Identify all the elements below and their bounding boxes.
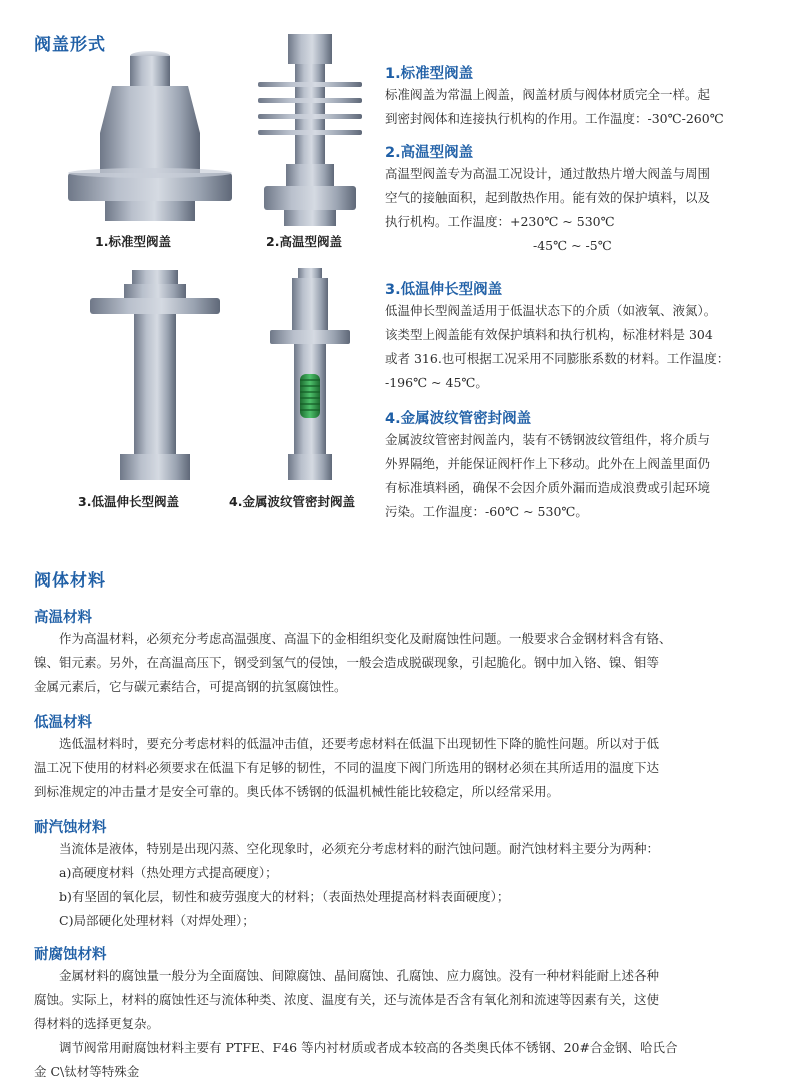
material-line: a)高硬度材料（热处理方式提高硬度）； <box>59 865 278 880</box>
material-line: 作为高温材料，必须充分考虑高温强度、高温下的金相组织变化及耐腐蚀性问题。一般要求合金钢材料含有铬、 <box>59 631 672 646</box>
material-line: 选低温材料时，要充分考虑材料的低温冲击值，还要考虑材料在低温下出现韧性下降的脆性问题。所以对于低 <box>59 736 660 751</box>
material-heading: 耐腐蚀材料 <box>34 947 107 963</box>
material-line: 金 C\钛材等特殊金 <box>34 1064 140 1079</box>
material-line: 温工况下使用的材料必须要求在低温下有足够的韧性，不同的温度下阀门所选用的钢材必须在其所适用的温度下达 <box>34 760 660 775</box>
bonnet-item-line: 低温伸长型阀盖适用于低温状态下的介质（如液氧、液氮）。 <box>385 303 717 318</box>
material-line: 当流体是液体，特别是出现闪蒸、空化现象时，必须充分考虑材料的耐汽蚀问题。耐汽蚀材料主要分为两种： <box>59 841 660 856</box>
bonnet-item-heading: 3.低温伸长型阀盖 <box>385 282 503 298</box>
bonnet-item-line: 有标准填料函，确保不会因介质外漏而造成浪费或引起环境 <box>385 480 711 495</box>
material-block-cavitation <box>34 816 774 933</box>
material-section-title: 阀体材料 <box>34 571 106 591</box>
bonnet-item-high-temp <box>385 141 775 258</box>
bonnet-item-line: 到密封阀体和连接执行机构的作用。工作温度：-30℃-260℃ <box>385 111 724 126</box>
bonnet-item-low-temp <box>385 278 775 395</box>
material-heading: 耐汽蚀材料 <box>34 820 107 836</box>
bonnet-item-standard <box>385 62 775 131</box>
material-line: 镍、钼元素。另外，在高温高压下，钢受到氢气的侵蚀，一般会造成脱碳现象，引起脆化。钢中加入铬、镍、钼等 <box>34 655 660 670</box>
bonnet-item-heading: 2.高温型阀盖 <box>385 145 474 161</box>
figure-caption-2: 2.高温型阀盖 <box>266 234 342 249</box>
bonnet-section-title: 阀盖形式 <box>34 35 106 55</box>
bonnet-item-heading: 1.标准型阀盖 <box>385 66 474 82</box>
bonnet-item-bellows <box>385 407 775 524</box>
bonnet-item-line: 空气的接触面积，起到散热作用。能有效的保护填料，以及 <box>385 190 711 205</box>
standard-bonnet-figure <box>60 38 240 228</box>
figure-caption-4: 4.金属波纹管密封阀盖 <box>229 494 355 509</box>
figure-caption-3: 3.低温伸长型阀盖 <box>78 494 179 509</box>
material-heading: 高温材料 <box>34 610 92 626</box>
bonnet-item-heading: 4.金属波纹管密封阀盖 <box>385 411 532 427</box>
material-line: 腐蚀。实际上，材料的腐蚀性还与流体种类、浓度、温度有关，还与流体是否含有氧化剂和流速等因素有关，这使 <box>34 992 660 1007</box>
figure-caption-1: 1.标准型阀盖 <box>95 234 171 249</box>
material-line: 得材料的选择更复杂。 <box>34 1016 160 1031</box>
bellows-bonnet-figure <box>260 266 360 486</box>
low-temp-bonnet-figure <box>80 266 230 486</box>
material-blocks <box>34 606 774 1084</box>
bonnet-item-line: 外界隔绝，并能保证阀杆作上下移动。此外在上阀盖里面仍 <box>385 456 711 471</box>
bonnet-item-line: 金属波纹管密封阀盖内，装有不锈钢波纹管组件，将介质与 <box>385 432 711 447</box>
bonnet-item-line: 执行机构。工作温度：+230℃ ~ 530℃ <box>385 214 615 229</box>
bonnet-item-line: 高温型阀盖专为高温工况设计，通过散热片增大阀盖与周围 <box>385 166 711 181</box>
material-line: 金属元素后，它与碳元素结合，可提高钢的抗氢腐蚀性。 <box>34 679 347 694</box>
material-block-corrosion <box>34 943 774 1084</box>
material-heading: 低温材料 <box>34 715 92 731</box>
bonnet-item-line: 或者 316.也可根据工况采用不同膨胀系数的材料。工作温度： <box>385 351 730 366</box>
bonnet-item-line: -45℃ ~ -5℃ <box>533 238 612 253</box>
bonnet-item-line: -196℃ ~ 45℃。 <box>385 375 488 390</box>
bonnet-item-line: 污染。工作温度：-60℃ ~ 530℃。 <box>385 504 588 519</box>
bonnet-item-line: 该类型上阀盖能有效保护填料和执行机构，标准材料是 304 <box>385 327 713 342</box>
material-line: b)有坚固的氧化层，韧性和疲劳强度大的材料；（表面热处理提高材料表面硬度）； <box>59 889 510 904</box>
material-block-high-temp <box>34 606 774 699</box>
material-line: 到标准规定的冲击量才是安全可靠的。奥氏体不锈钢的低温机械性能比较稳定，所以经常采用。 <box>34 784 560 799</box>
bonnet-descriptions <box>385 62 775 524</box>
material-line: 金属材料的腐蚀量一般分为全面腐蚀、间隙腐蚀、晶间腐蚀、孔腐蚀、应力腐蚀。没有一种材料能耐上述各种 <box>59 968 660 983</box>
material-line: C)局部硬化处理材料（对焊处理）； <box>59 913 255 928</box>
high-temp-bonnet-figure <box>250 30 370 230</box>
material-block-low-temp <box>34 711 774 804</box>
bonnet-item-line: 标准阀盖为常温上阀盖，阀盖材质与阀体材质完全一样。起 <box>385 87 711 102</box>
material-line: 调节阀常用耐腐蚀材料主要有 PTFE、F46 等内衬材质或者成本较高的各类奥氏体不锈钢、20#合金钢、哈氏合 <box>59 1040 678 1055</box>
